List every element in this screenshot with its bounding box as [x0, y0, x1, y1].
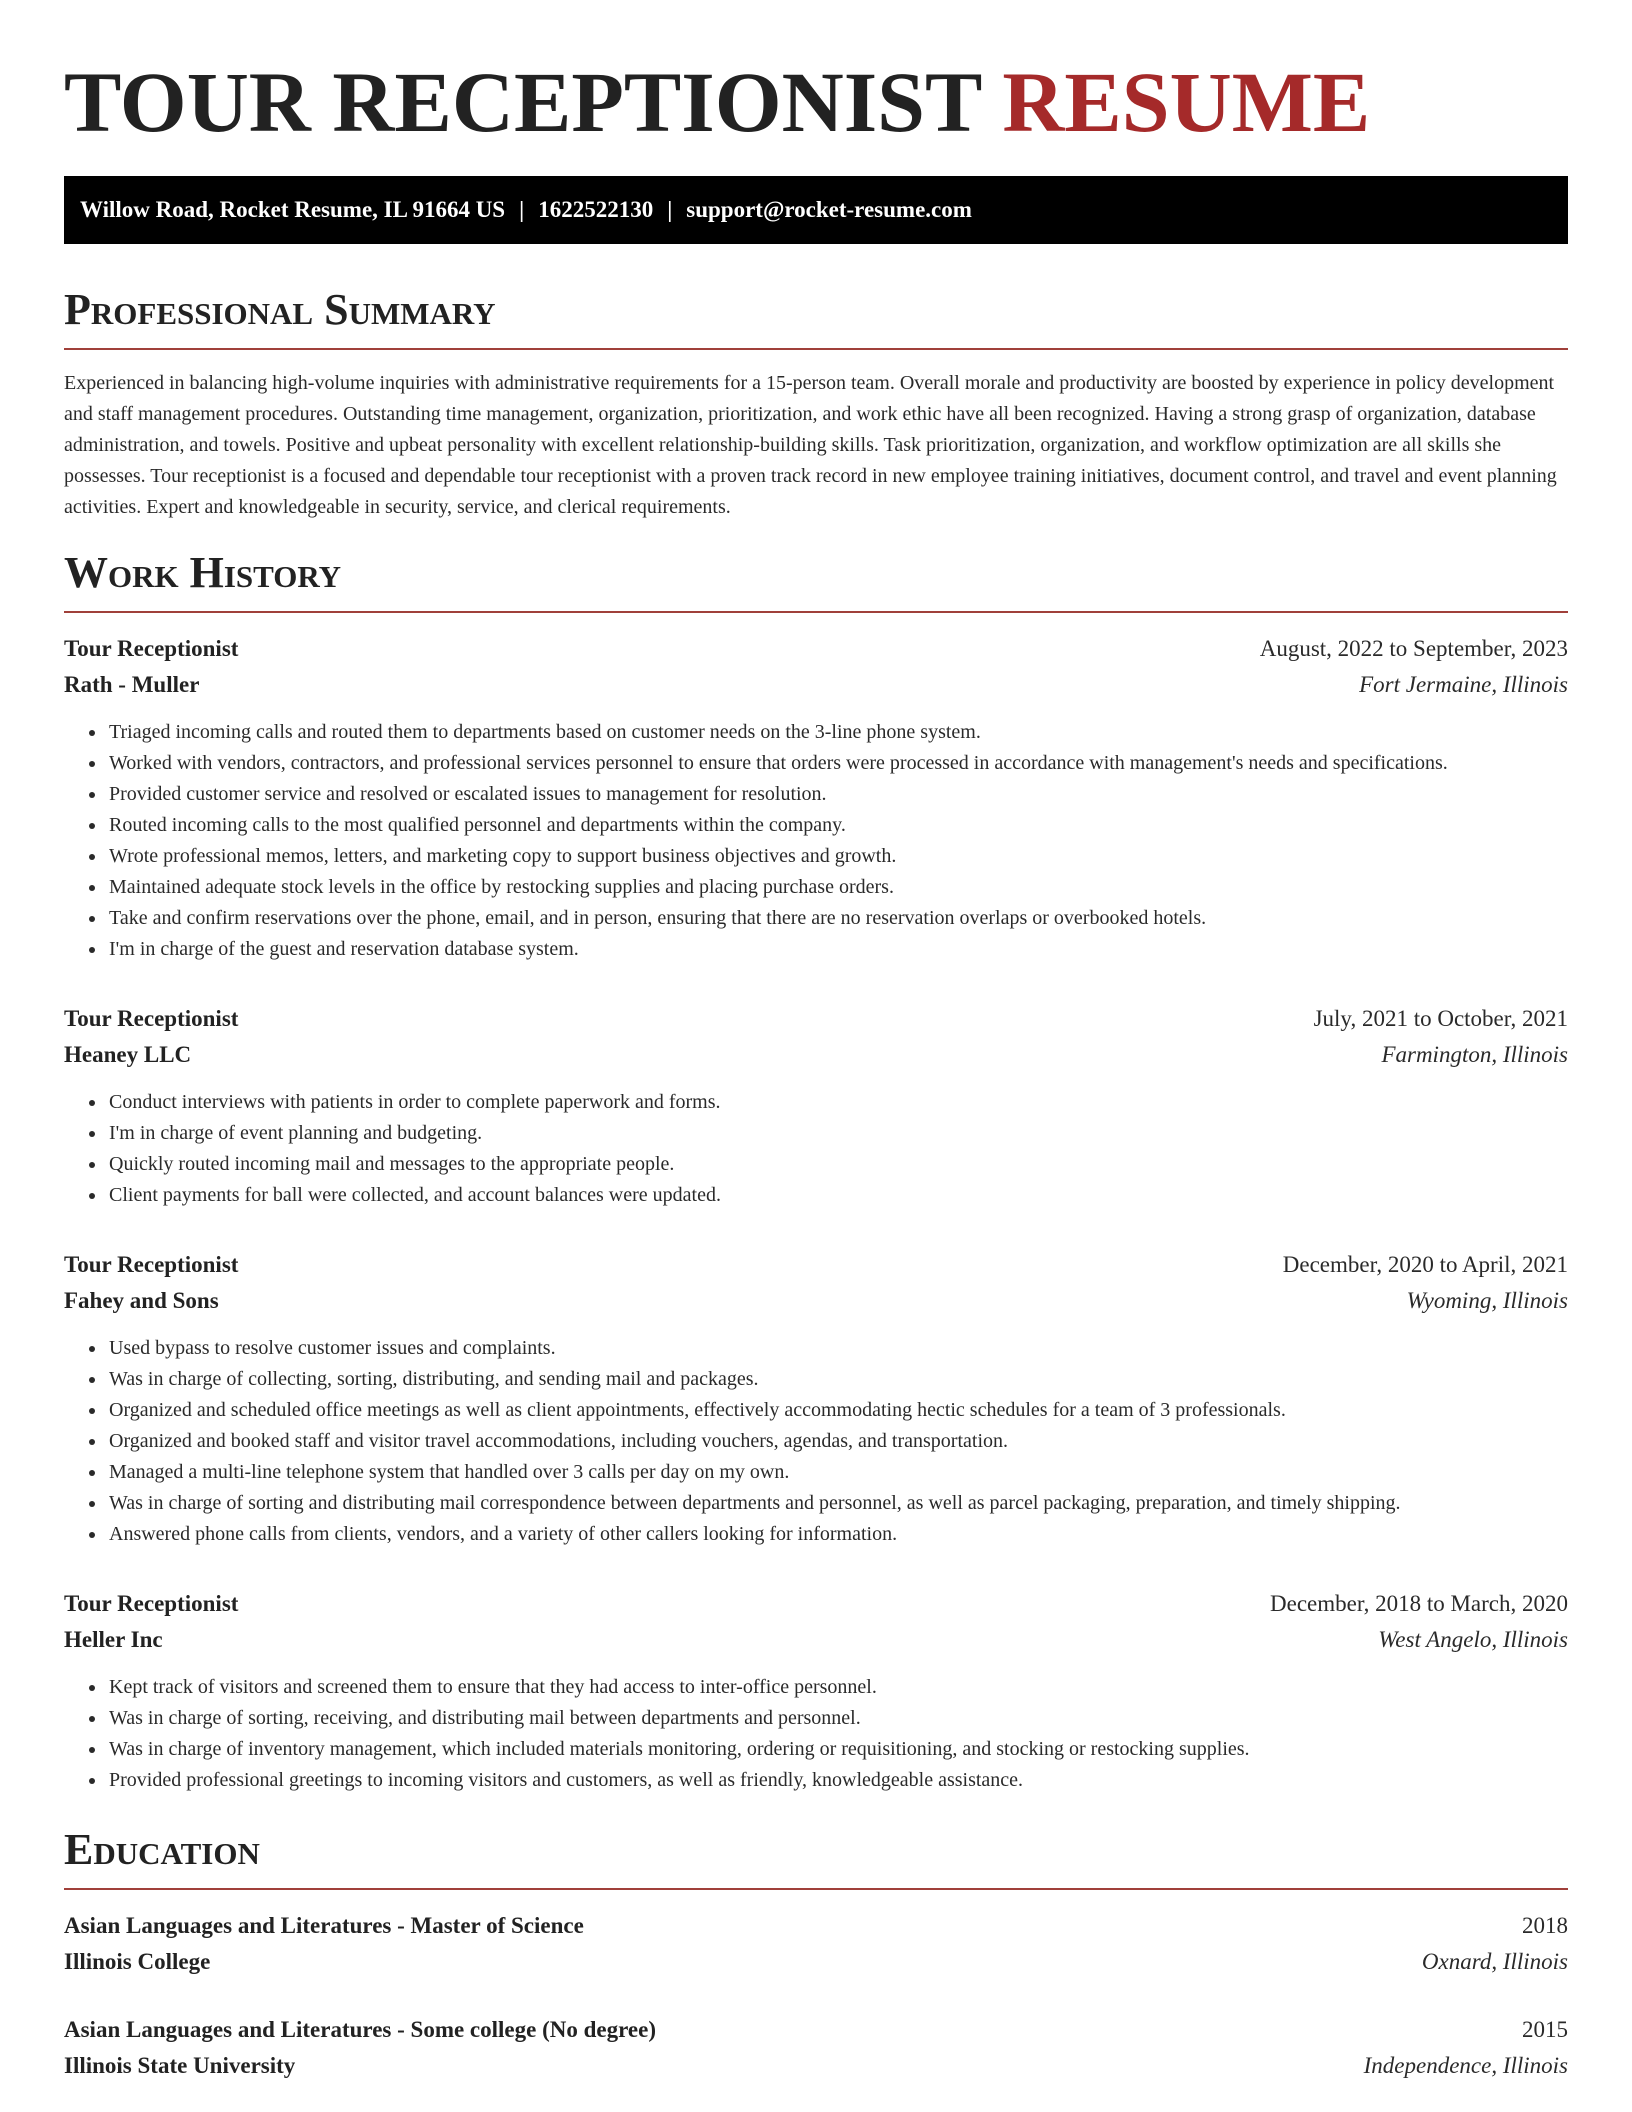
education-entry	[64, 1908, 1568, 1980]
job-company: Heaney LLC	[64, 1042, 192, 1067]
job-duty-item: • Wrote professional memos, letters, and marketing copy to support business objectives and growth.	[107, 841, 1568, 872]
job-duty-item: • Was in charge of collecting, sorting, distributing, and sending mail and packages.	[107, 1364, 1568, 1395]
contact-address: Willow Road, Rocket Resume, IL 91664 US	[80, 197, 506, 222]
job-duty-item: • Organized and scheduled office meetings as well as client appointments, effectively accommodating hectic schedules for a team of 3 professionals.	[107, 1395, 1568, 1426]
job-duty-item: • Was in charge of inventory management, which included materials monitoring, ordering or requisitioning, and stocking or restocking supplies.	[107, 1734, 1568, 1765]
job-location: Farmington, Illinois	[1381, 1042, 1568, 1067]
education-degree: Asian Languages and Literatures - Some college (No degree)	[64, 2017, 656, 2042]
job-role: Tour Receptionist	[64, 1591, 239, 1616]
section-divider	[64, 348, 1568, 350]
education-school-row	[64, 2048, 1568, 2084]
job-header-row	[64, 1001, 1568, 1037]
job-duties	[64, 1333, 1568, 1550]
job-duty-item: • Answered phone calls from clients, vendors, and a variety of other callers looking for information.	[107, 1519, 1568, 1550]
job-header-row	[64, 1586, 1568, 1622]
job-duty-item: • I'm in charge of the guest and reservation database system.	[107, 934, 1568, 965]
job-duty-item: • Managed a multi-line telephone system that handled over 3 calls per day on my own.	[107, 1457, 1568, 1488]
job-duties	[64, 1087, 1568, 1211]
job-duty-item: • Worked with vendors, contractors, and professional services personnel to ensure that orders were processed in accordance with management's needs and specifications.	[107, 748, 1568, 779]
contact-bar	[64, 176, 1568, 244]
job-duty-item: • Quickly routed incoming mail and messages to the appropriate people.	[107, 1149, 1568, 1180]
job-location: West Angelo, Illinois	[1378, 1627, 1568, 1652]
contact-email: support@rocket-resume.com	[686, 197, 972, 222]
resume-title-accent: RESUME	[1002, 54, 1371, 150]
job-location: Fort Jermaine, Illinois	[1359, 672, 1568, 697]
job-entry	[64, 1001, 1568, 1211]
job-duties	[64, 1672, 1568, 1796]
job-company: Fahey and Sons	[64, 1288, 219, 1313]
job-duty-item: • Provided customer service and resolved or escalated issues to management for resolution.	[107, 779, 1568, 810]
contact-separator: |	[667, 197, 673, 222]
summary-heading: Professional Summary	[64, 285, 496, 334]
job-role: Tour Receptionist	[64, 1006, 239, 1031]
job-duty-item: • Triaged incoming calls and routed them to departments based on customer needs on the 3-line phone system.	[107, 717, 1568, 748]
job-company: Rath - Muller	[64, 672, 200, 697]
job-entry	[64, 631, 1568, 965]
job-role: Tour Receptionist	[64, 1252, 239, 1277]
job-duty-item: • Was in charge of sorting and distributing mail correspondence between departments and personnel, as well as parcel packaging, preparation, and timely shipping.	[107, 1488, 1568, 1519]
job-duty-item: • Kept track of visitors and screened them to ensure that they had access to inter-office personnel.	[107, 1672, 1568, 1703]
job-company: Heller Inc	[64, 1627, 163, 1652]
job-duty-item: • Routed incoming calls to the most qualified personnel and departments within the company.	[107, 810, 1568, 841]
job-company-row	[64, 1283, 1568, 1319]
job-duty-item: • I'm in charge of event planning and budgeting.	[107, 1118, 1568, 1149]
job-duty-item: • Provided professional greetings to incoming visitors and customers, as well as friendly, knowledgeable assistance.	[107, 1765, 1568, 1796]
education-degree-row	[64, 1908, 1568, 1944]
job-duty-item: • Maintained adequate stock levels in the office by restocking supplies and placing purchase orders.	[107, 872, 1568, 903]
job-company-row	[64, 1037, 1568, 1073]
job-role: Tour Receptionist	[64, 636, 239, 661]
job-dates: December, 2020 to April, 2021	[1282, 1252, 1568, 1277]
education-year: 2018	[1522, 1913, 1568, 1938]
job-duty-item: • Used bypass to resolve customer issues and complaints.	[107, 1333, 1568, 1364]
section-divider	[64, 1888, 1568, 1890]
education-school-row	[64, 1944, 1568, 1980]
job-location: Wyoming, Illinois	[1406, 1288, 1568, 1313]
job-entry	[64, 1586, 1568, 1796]
education-location: Oxnard, Illinois	[1421, 1949, 1568, 1974]
education-degree-row	[64, 2012, 1568, 2048]
job-duty-item: • Client payments for ball were collected, and account balances were updated.	[107, 1180, 1568, 1211]
education-heading: Education	[64, 1825, 260, 1874]
job-duty-item: • Conduct interviews with patients in order to complete paperwork and forms.	[107, 1087, 1568, 1118]
education-school: Illinois State University	[64, 2053, 296, 2078]
job-entry	[64, 1247, 1568, 1550]
section-divider	[64, 611, 1568, 613]
job-header-row	[64, 1247, 1568, 1283]
resume-title	[64, 52, 1568, 152]
contact-phone: 1622522130	[538, 197, 654, 222]
education-location: Independence, Illinois	[1363, 2053, 1568, 2078]
job-duty-item: • Organized and booked staff and visitor travel accommodations, including vouchers, agendas, and transportation.	[107, 1426, 1568, 1457]
job-company-row	[64, 1622, 1568, 1658]
summary-text: Experienced in balancing high-volume inquiries with administrative requirements for a 15-person team. Overall morale and productivity are boosted by experience in policy development and staff management procedures. Outstanding time management, organization, prioritization, and work ethic have all been recognized. Having a strong grasp of organization, database administration, and towels. Positive and upbeat personality with excellent relationship-building skills. Task prioritization, organization, and workflow optimization are all skills she possesses. Tour receptionist is a focused and dependable tour receptionist with a proven track record in new employee training initiatives, document control, and travel and event planning activities. Expert and knowledgeable in security, service, and clerical requirements.	[64, 372, 1557, 518]
education-degree: Asian Languages and Literatures - Master of Science	[64, 1913, 584, 1938]
contact-separator: |	[519, 197, 525, 222]
education-year: 2015	[1522, 2017, 1568, 2042]
job-duty-item: • Was in charge of sorting, receiving, and distributing mail between departments and personnel.	[107, 1703, 1568, 1734]
work-history-heading: Work History	[64, 548, 342, 597]
education-entry	[64, 2012, 1568, 2084]
job-duty-item: • Take and confirm reservations over the phone, email, and in person, ensuring that there are no reservation overlaps or overbooked hotels.	[107, 903, 1568, 934]
resume-title-main: TOUR RECEPTIONIST	[64, 54, 981, 150]
job-duties	[64, 717, 1568, 965]
job-dates: December, 2018 to March, 2020	[1270, 1591, 1568, 1616]
job-company-row	[64, 667, 1568, 703]
job-dates: August, 2022 to September, 2023	[1259, 636, 1568, 661]
job-header-row	[64, 631, 1568, 667]
education-school: Illinois College	[64, 1949, 211, 1974]
job-dates: July, 2021 to October, 2021	[1313, 1006, 1568, 1031]
